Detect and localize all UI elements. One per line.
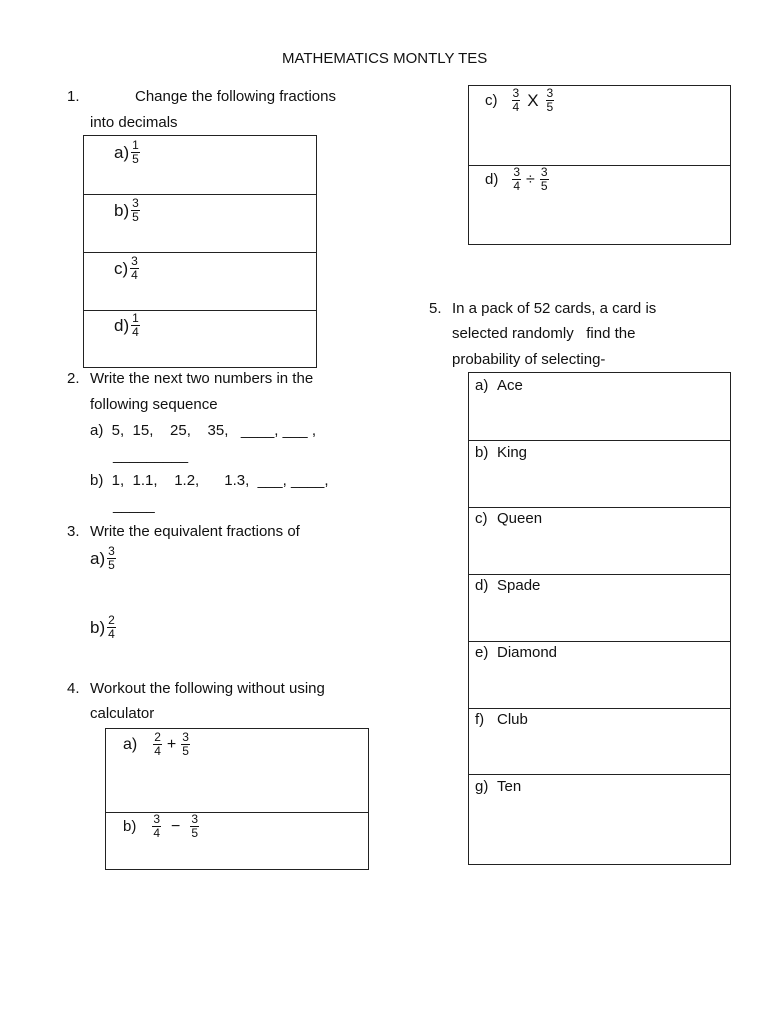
q3-item-a (90, 545, 118, 572)
q1-item-label: a) (114, 142, 130, 162)
q5-answer-box-c[interactable] (468, 507, 731, 575)
q5-item-text: Club (497, 711, 528, 728)
q5-answer-box-d[interactable] (468, 574, 731, 642)
q5-item-text: King (497, 444, 528, 461)
q1-number: 1. (67, 88, 80, 105)
q5-item-label: g) (475, 778, 489, 795)
q4-fraction-2: $\frac{3}{5}$ (191, 812, 199, 840)
q5-number: 5. (429, 300, 442, 317)
q3-item-label: b) (90, 617, 106, 637)
q2-text-line1: Write the next two numbers in the (90, 370, 314, 387)
q1-answer-box-b[interactable] (83, 194, 317, 253)
q4-item-label: b) (123, 818, 137, 835)
q1-fraction: $\frac{3}{5}$ (132, 196, 139, 224)
q3-fraction: $\frac{2}{4}$ (108, 613, 115, 641)
q2-sequence-b: b) 1, 1.1, 1.2, 1.3, ___, ____, (90, 472, 329, 489)
q4-fraction-1: $\frac{2}{4}$ (154, 730, 161, 758)
q1-fraction: $\frac{1}{4}$ (132, 311, 139, 339)
q1-item-label: c) (114, 258, 129, 278)
q4-number: 4. (67, 680, 80, 697)
q2-text-line2: following sequence (90, 396, 218, 413)
q5-item-label: e) (475, 644, 489, 661)
q4-fraction-2: $\frac{3}{5}$ (182, 730, 189, 758)
q3-number: 3. (67, 523, 80, 540)
q1-answer-box-d[interactable] (83, 310, 317, 368)
q5-answer-box-a[interactable] (468, 372, 731, 441)
q4-text-line1: Workout the following without using (90, 680, 325, 697)
q3-text: Write the equivalent fractions of (90, 523, 300, 540)
q5-text-line2: selected randomly find the (452, 325, 636, 342)
q2-sequence-b-blank[interactable]: _____ (113, 497, 155, 514)
q4-text-line2: calculator (90, 705, 155, 722)
q5-item-label: b) (475, 444, 489, 461)
q4-fraction-1: $\frac{3}{4}$ (513, 165, 521, 193)
q2-sequence-a: a) 5, 15, 25, 35, ____, ___ , (90, 422, 316, 439)
q4-fraction-2: $\frac{3}{5}$ (546, 86, 554, 114)
q3-item-b (90, 614, 118, 641)
minus-operator: − (171, 817, 181, 835)
q1-text-line1: Change the following fractions (135, 88, 336, 105)
q3-item-label: a) (90, 548, 106, 568)
q4-fraction-1: $\frac{3}{4}$ (153, 812, 161, 840)
q5-item-text: Queen (497, 510, 543, 527)
q5-text-line1: In a pack of 52 cards, a card is (452, 300, 657, 317)
q5-item-label: c) (475, 510, 488, 527)
times-operator: X (527, 90, 539, 110)
q5-text-line3: probability of selecting- (452, 351, 606, 368)
q2-sequence-a-blank[interactable]: _________ (113, 447, 189, 464)
q1-fraction: $\frac{1}{5}$ (132, 138, 139, 166)
q1-item-label: d) (114, 315, 130, 335)
q4-item-label: c) (485, 92, 498, 109)
q1-answer-box-a[interactable] (83, 135, 317, 195)
q4-answer-box-a[interactable] (105, 728, 369, 813)
plus-operator: + (166, 735, 177, 753)
q5-answer-box-b[interactable] (468, 440, 731, 508)
q1-fraction: $\frac{3}{4}$ (131, 254, 138, 282)
q5-item-label: d) (475, 577, 489, 594)
q5-item-text: Diamond (497, 644, 558, 661)
q5-item-text: Ace (497, 377, 523, 394)
q5-item-label: f) (475, 711, 485, 728)
q4-fraction-2: $\frac{3}{5}$ (540, 165, 548, 193)
q1-text-line2: into decimals (90, 114, 178, 131)
q4-item-label: a) (123, 735, 138, 753)
q1-answer-box-c[interactable] (83, 252, 317, 311)
page-title: MATHEMATICS MONTLY TES (282, 50, 488, 67)
q4-fraction-1: $\frac{3}{4}$ (512, 86, 520, 114)
q5-item-text: Spade (497, 577, 541, 594)
q5-item-text: Ten (497, 778, 522, 795)
q5-answer-box-f[interactable] (468, 708, 731, 775)
q2-number: 2. (67, 370, 80, 387)
q1-item-label: b) (114, 200, 130, 220)
q4-answer-box-d[interactable] (468, 165, 731, 245)
q4-answer-box-b[interactable] (105, 812, 369, 870)
q5-answer-box-e[interactable] (468, 641, 731, 709)
q5-answer-box-g[interactable] (468, 774, 731, 865)
divide-operator: ÷ (526, 170, 535, 188)
q4-answer-box-c[interactable] (468, 85, 731, 166)
q5-item-label: a) (475, 377, 489, 394)
q4-item-label: d) (485, 171, 499, 188)
q3-fraction: $\frac{3}{5}$ (108, 544, 115, 572)
